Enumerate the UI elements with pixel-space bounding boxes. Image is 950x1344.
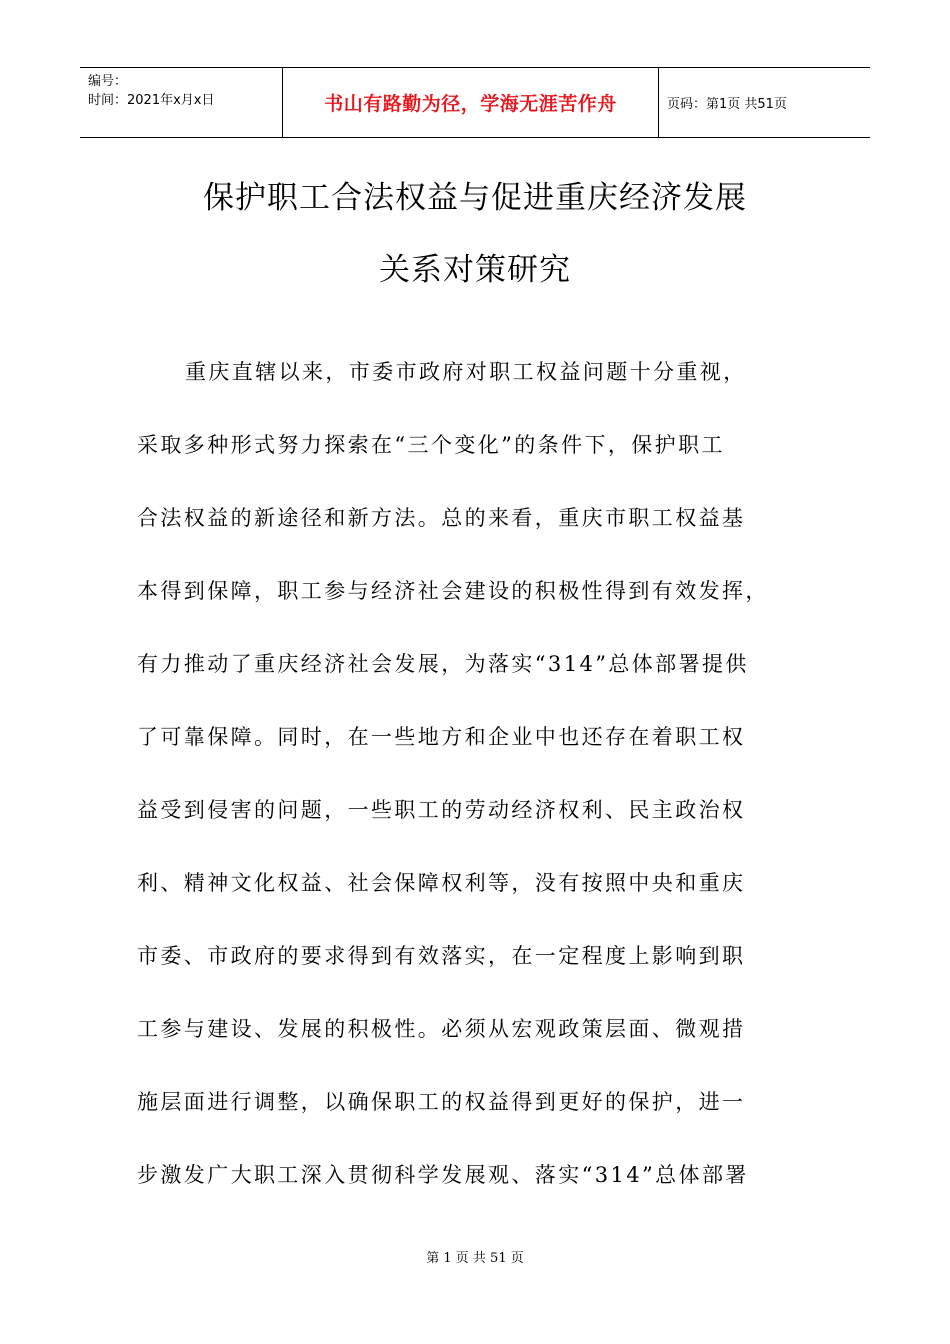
- header-page-info: 页码：第1页 共51页: [667, 97, 787, 112]
- body-line: 市委、市政府的要求得到有效落实，在一定程度上影响到职: [137, 944, 746, 968]
- serial-label: 编号：: [88, 74, 128, 89]
- body-line: 重庆直辖以来，市委市政府对职工权益问题十分重视，: [185, 360, 747, 384]
- header-meta: [80, 68, 282, 137]
- body-line: 了可靠保障。同时，在一些地方和企业中也还存在着职工权: [137, 725, 746, 749]
- body-line: 步激发广大职工深入贯彻科学发展观、落实“314”总体部署: [137, 1163, 749, 1187]
- document-title-line-2: 关系对策研究: [379, 252, 571, 288]
- body-line: 有力推动了重庆经济社会发展，为落实“314”总体部署提供: [137, 652, 749, 676]
- page-header: [80, 67, 870, 138]
- body-line: 合法权益的新途径和新方法。总的来看，重庆市职工权益基: [137, 506, 746, 530]
- body-line: 施层面进行调整，以确保职工的权益得到更好的保护，进一: [137, 1090, 746, 1114]
- body-paragraph: [137, 336, 817, 1212]
- document-title-line-1: 保护职工合法权益与促进重庆经济发展: [203, 180, 747, 216]
- body-line: 本得到保障，职工参与经济社会建设的积极性得到有效发挥，: [137, 579, 769, 603]
- body-line: 采取多种形式努力探索在“三个变化”的条件下，保护职工: [137, 433, 725, 457]
- header-motto: 书山有路勤为径，学海无涯苦作舟: [282, 68, 659, 137]
- body-line: 益受到侵害的问题，一些职工的劳动经济权利、民主政治权: [137, 798, 746, 822]
- body-line: 工参与建设、发展的积极性。必须从宏观政策层面、微观措: [137, 1017, 746, 1041]
- body-line: 利、精神文化权益、社会保障权利等，没有按照中央和重庆: [137, 871, 746, 895]
- page-footer: 第 1 页 共 51 页: [426, 1251, 524, 1266]
- time-label: 时间：2021年x月x日: [88, 93, 215, 108]
